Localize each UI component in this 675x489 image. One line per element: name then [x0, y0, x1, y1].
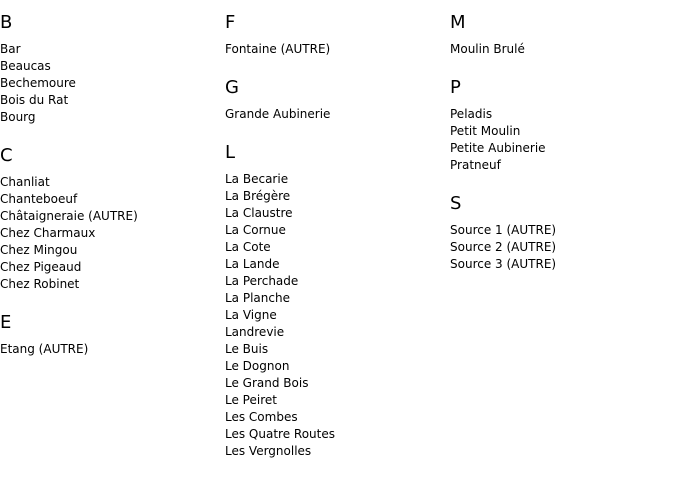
place-link[interactable]: Les Vergnolles [225, 444, 312, 458]
place-link[interactable]: Petit Moulin [450, 124, 521, 138]
place-link[interactable]: La Claustre [225, 206, 293, 220]
place-link[interactable]: Source 3 (AUTRE) [450, 257, 557, 271]
place-link[interactable]: Etang (AUTRE) [0, 342, 89, 356]
letter-heading: P [450, 77, 461, 98]
place-link[interactable]: Le Dognon [225, 359, 290, 373]
letter-heading: F [225, 12, 236, 33]
place-list [225, 41, 445, 58]
place-link[interactable]: Chanteboeuf [0, 192, 78, 206]
place-link[interactable]: Le Buis [225, 342, 269, 356]
place-link[interactable]: Source 2 (AUTRE) [450, 240, 557, 254]
place-link[interactable]: Les Combes [225, 410, 298, 424]
place-link[interactable]: Pratneuf [450, 158, 501, 172]
place-link[interactable]: La Becarie [225, 172, 289, 186]
letter-heading: L [225, 142, 236, 163]
place-link[interactable]: La Brégère [225, 189, 291, 203]
letter-group [450, 12, 670, 58]
letter-group [0, 12, 220, 126]
letter-group [450, 193, 670, 273]
place-link[interactable]: Fontaine (AUTRE) [225, 42, 331, 56]
place-link[interactable]: Petite Aubinerie [450, 141, 546, 155]
place-list [450, 106, 670, 174]
letter-group [225, 12, 445, 58]
letter-group [225, 142, 445, 460]
place-list [450, 222, 670, 273]
letter-heading: B [0, 12, 13, 33]
letter-heading: G [225, 77, 239, 98]
place-link[interactable]: Le Peiret [225, 393, 277, 407]
index-column [225, 0, 445, 479]
place-link[interactable]: Moulin Brulé [450, 42, 525, 56]
place-list [450, 41, 670, 58]
place-link[interactable]: Chanliat [0, 175, 50, 189]
place-link[interactable]: Bourg [0, 110, 36, 124]
place-link[interactable]: La Planche [225, 291, 290, 305]
place-link[interactable]: Grande Aubinerie [225, 107, 331, 121]
place-list [0, 41, 220, 126]
letter-group [0, 312, 220, 358]
index-column [0, 0, 220, 377]
place-link[interactable]: Chez Mingou [0, 243, 78, 257]
place-link[interactable]: Peladis [450, 107, 493, 121]
place-link[interactable]: Beaucas [0, 59, 51, 73]
place-link[interactable]: La Perchade [225, 274, 299, 288]
letter-heading: E [0, 312, 12, 333]
place-list [225, 106, 445, 123]
place-link[interactable]: La Cornue [225, 223, 286, 237]
place-link[interactable]: Châtaigneraie (AUTRE) [0, 209, 138, 223]
place-link[interactable]: Chez Charmaux [0, 226, 96, 240]
place-link[interactable]: Bois du Rat [0, 93, 69, 107]
letter-group [450, 77, 670, 174]
letter-heading: C [0, 145, 13, 166]
place-link[interactable]: La Cote [225, 240, 271, 254]
letter-heading: M [450, 12, 466, 33]
place-link[interactable]: Source 1 (AUTRE) [450, 223, 557, 237]
index-column [450, 0, 670, 292]
place-link[interactable]: Landrevie [225, 325, 285, 339]
place-link[interactable]: La Lande [225, 257, 280, 271]
place-list [0, 174, 220, 293]
place-link[interactable]: Chez Robinet [0, 277, 80, 291]
letter-group [0, 145, 220, 293]
place-link[interactable]: Le Grand Bois [225, 376, 309, 390]
place-link[interactable]: Bar [0, 42, 21, 56]
place-link[interactable]: Bechemoure [0, 76, 76, 90]
place-link[interactable]: La Vigne [225, 308, 277, 322]
letter-heading: S [450, 193, 462, 214]
place-list [225, 171, 445, 460]
place-list [0, 341, 220, 358]
place-link[interactable]: Chez Pigeaud [0, 260, 82, 274]
letter-group [225, 77, 445, 123]
place-link[interactable]: Les Quatre Routes [225, 427, 335, 441]
